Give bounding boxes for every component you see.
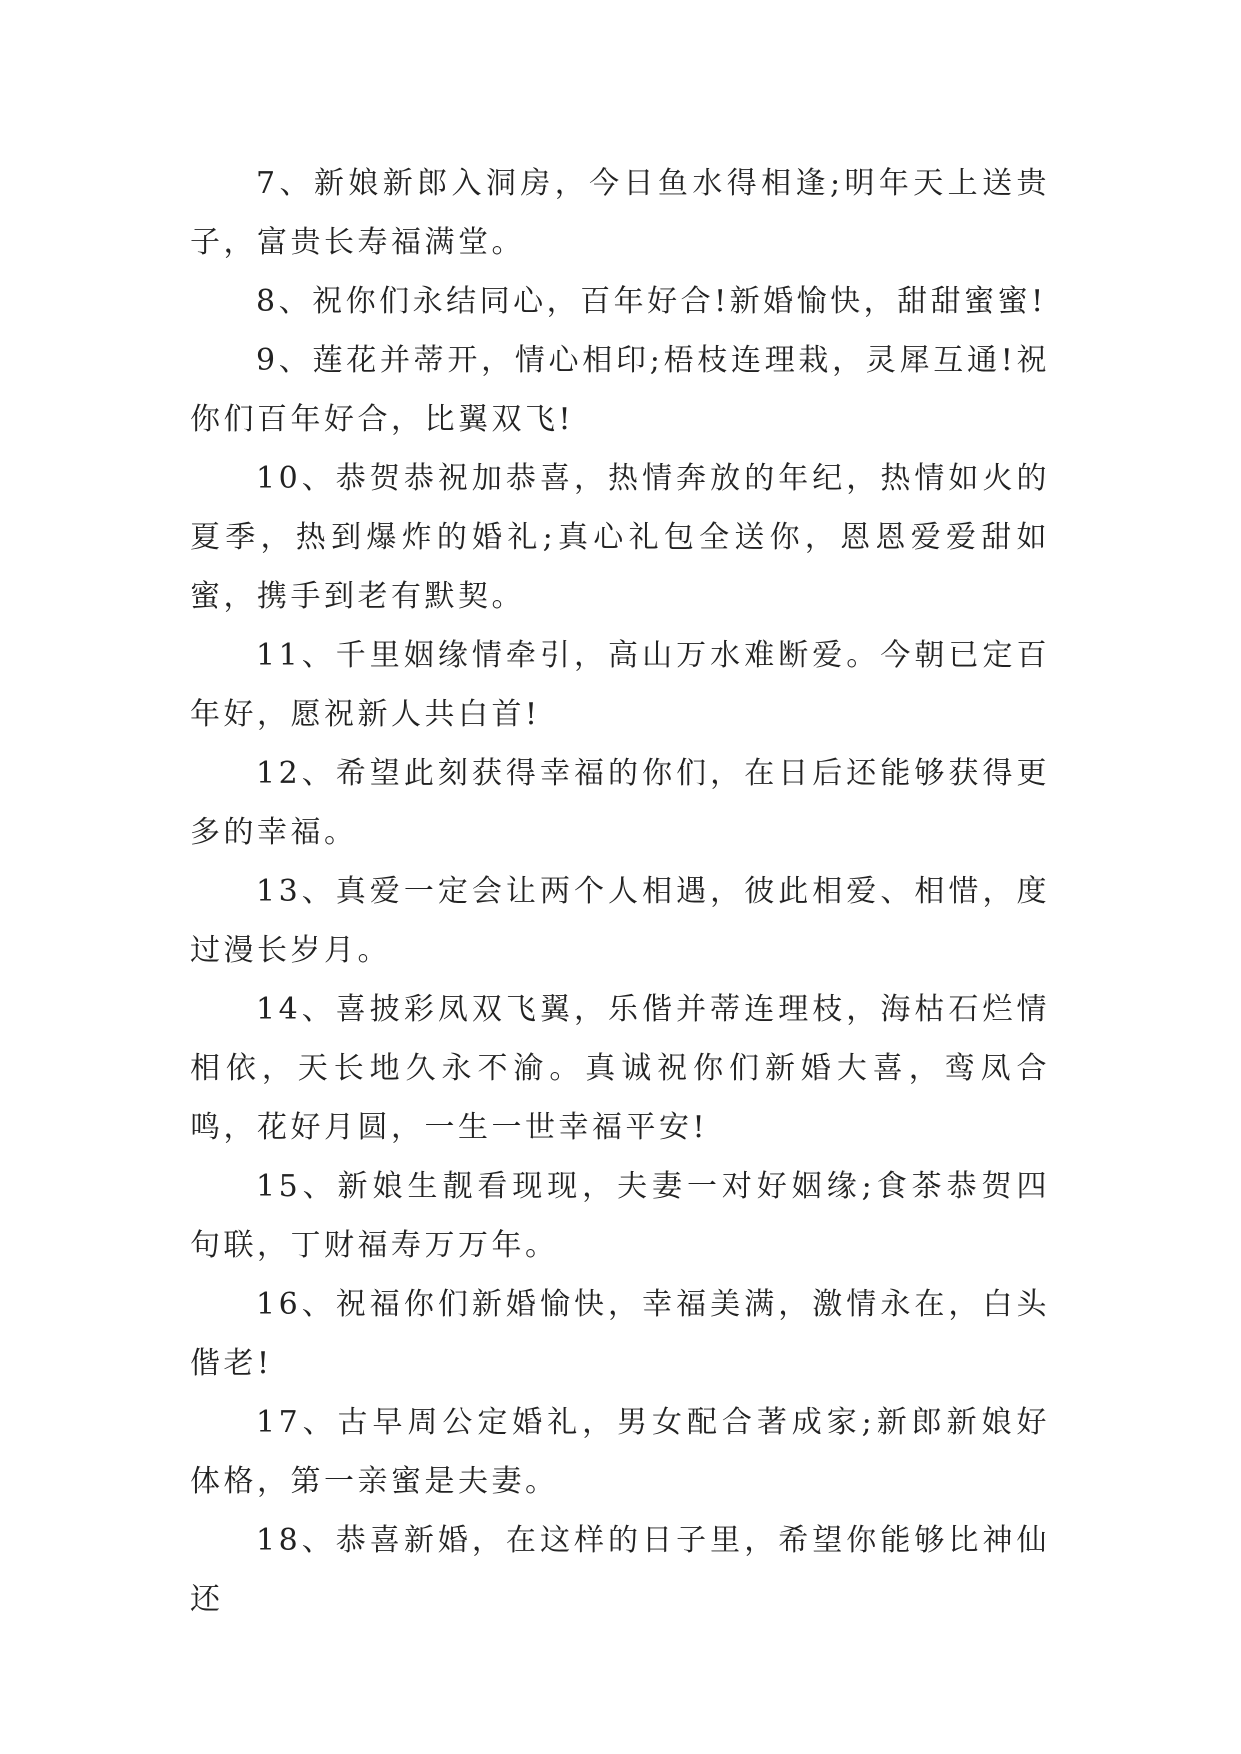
paragraph-16: 16、祝福你们新婚愉快，幸福美满，激情永在，白头偕老! — [190, 1287, 1050, 1381]
paragraph-18: 18、恭喜新婚，在这样的日子里，希望你能够比神仙还 — [190, 1523, 1050, 1617]
paragraph-15: 15、新娘生靓看现现，夫妻一对好姻缘;食茶恭贺四句联，丁财福寿万万年。 — [190, 1169, 1050, 1263]
document-body — [190, 154, 1050, 1629]
paragraph-14: 14、喜披彩凤双飞翼，乐偕并蒂连理枝，海枯石烂情相依，天长地久永不渝。真诚祝你们新婚大喜，鸾凤合鸣，花好月圆，一生一世幸福平安! — [190, 992, 1050, 1145]
paragraph-9: 9、莲花并蒂开，情心相印;梧枝连理栽，灵犀互通!祝你们百年好合，比翼双飞! — [190, 343, 1050, 437]
paragraph-7: 7、新娘新郎入洞房，今日鱼水得相逢;明年天上送贵子，富贵长寿福满堂。 — [190, 166, 1050, 260]
paragraph-17: 17、古早周公定婚礼，男女配合著成家;新郎新娘好体格，第一亲蜜是夫妻。 — [190, 1405, 1050, 1499]
paragraph-8: 8、祝你们永结同心，百年好合!新婚愉快，甜甜蜜蜜! — [256, 284, 1047, 319]
paragraph-11: 11、千里姻缘情牵引，高山万水难断爱。今朝已定百年好，愿祝新人共白首! — [190, 638, 1050, 732]
paragraph-12: 12、希望此刻获得幸福的你们，在日后还能够获得更多的幸福。 — [190, 756, 1050, 850]
paragraph-10: 10、恭贺恭祝加恭喜，热情奔放的年纪，热情如火的夏季，热到爆炸的婚礼;真心礼包全送你，恩恩爱爱甜如蜜，携手到老有默契。 — [190, 461, 1050, 614]
paragraph-13: 13、真爱一定会让两个人相遇，彼此相爱、相惜，度过漫长岁月。 — [190, 874, 1050, 968]
